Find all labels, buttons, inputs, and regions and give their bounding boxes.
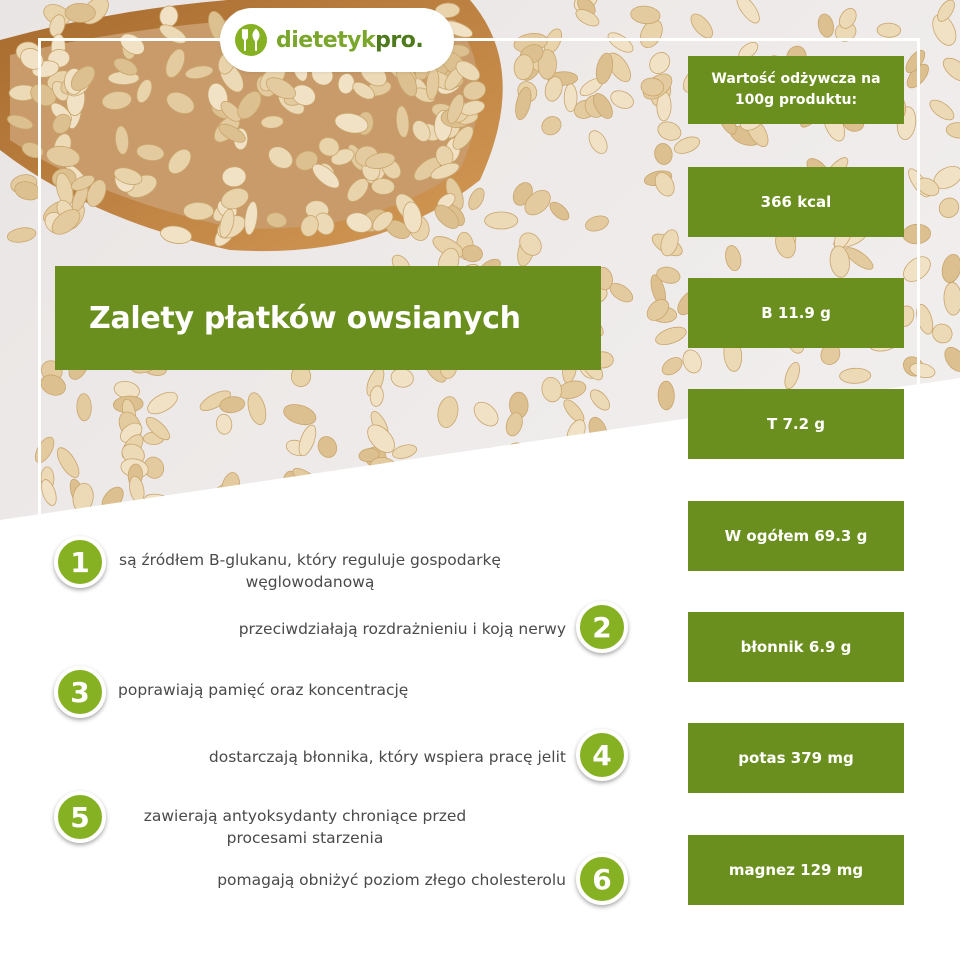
nutrition-item-kcal: 366 kcal (688, 167, 904, 237)
nutrition-item-potassium: potas 379 mg (688, 723, 904, 793)
oat-flake (472, 490, 491, 513)
benefit-text-5: zawierają antyoksydanty chroniące przed procesami starzenia (143, 807, 467, 847)
benefit-text-6: pomagają obniżyć poziom złego cholesterolu (217, 871, 566, 889)
benefit-badge-2: 2 (576, 601, 628, 653)
nutrition-item-carbs: W ogółem 69.3 g (688, 501, 904, 571)
oat-flake (650, 427, 677, 445)
page-title: Zalety płatków owsianych (89, 300, 521, 336)
fork-spoon-leaf-icon (234, 23, 268, 57)
oat-flake (651, 483, 679, 507)
logo-accent: pro. (375, 27, 424, 53)
nutrition-item-protein: B 11.9 g (688, 278, 904, 348)
benefit-badge-6: 6 (576, 853, 628, 905)
oat-flake (658, 381, 675, 410)
oat-flake (361, 494, 390, 525)
nutrition-item-fat: T 7.2 g (688, 389, 904, 459)
benefit-badge-5: 5 (54, 791, 106, 843)
oat-flake (611, 443, 629, 475)
oat-flake (476, 447, 504, 467)
logo-main: dietetyk (276, 27, 376, 53)
nutrition-header: Wartość odżywcza na 100g produktu: (688, 56, 904, 124)
benefit-text-2: przeciwdziałają rozdrażnieniu i koją nerwy (238, 620, 566, 638)
oat-flake (572, 495, 596, 520)
oat-flake (65, 3, 96, 23)
nutrition-item-fiber: błonnik 6.9 g (688, 612, 904, 682)
benefit-badge-4: 4 (576, 729, 628, 781)
oat-flake (427, 483, 453, 503)
logo (220, 8, 454, 72)
benefit-text-3: poprawiają pamięć oraz koncentrację (118, 681, 409, 699)
benefit-text-1: są źródłem B-glukanu, który reguluje gospodarkę węglowodanową (119, 551, 501, 591)
nutrition-item-magnesium: magnez 129 mg (688, 835, 904, 905)
oat-flake (245, 482, 276, 511)
oat-flake (460, 489, 493, 519)
oat-flake (508, 472, 536, 499)
oat-flake (516, 456, 534, 482)
oat-flake (485, 212, 518, 229)
oat-flake (550, 481, 585, 513)
title-banner (55, 266, 601, 370)
benefit-badge-1: 1 (54, 536, 106, 588)
oat-flake (442, 460, 467, 492)
oat-flake (656, 470, 684, 498)
benefit-badge-3: 3 (54, 666, 106, 718)
oat-flake (660, 444, 685, 474)
oat-flake (314, 489, 343, 524)
oat-flake (354, 491, 383, 509)
oat-flake (213, 487, 229, 518)
oat-flake (577, 471, 610, 501)
oat-flake (611, 456, 642, 484)
oat-flake (183, 202, 214, 220)
benefit-text-4: dostarczają błonnika, który wspiera pracę jelit (208, 748, 566, 766)
logo-text (276, 28, 423, 53)
